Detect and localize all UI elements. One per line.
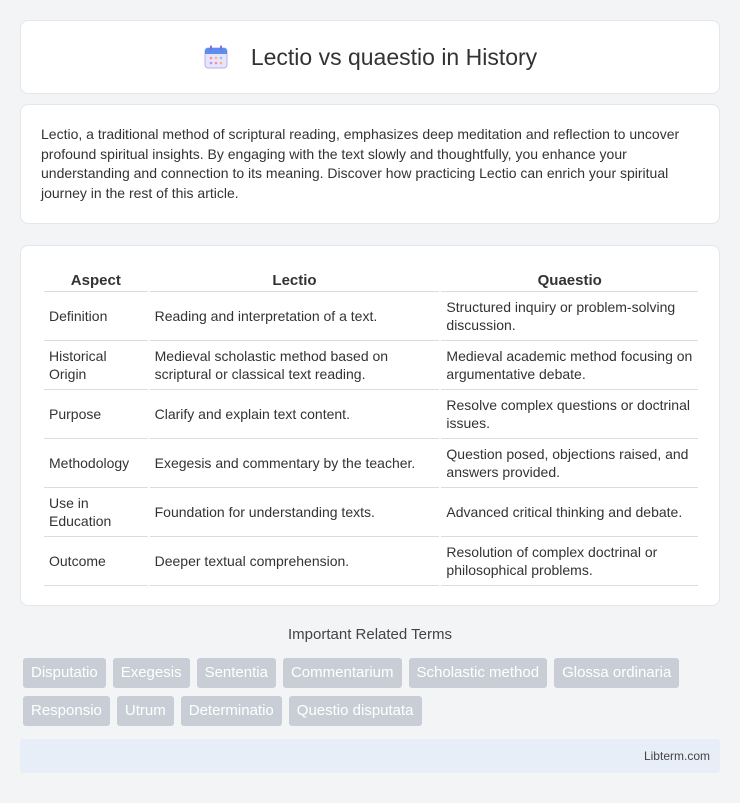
cell-aspect: Use in Education <box>44 488 148 537</box>
comparison-table-card <box>20 245 720 606</box>
related-term-tag[interactable]: Exegesis <box>113 658 190 688</box>
footer <box>20 739 720 773</box>
header-quaestio: Quaestio <box>441 266 698 292</box>
cell-lectio: Foundation for understanding texts. <box>150 488 440 537</box>
table-row <box>44 488 698 537</box>
cell-lectio: Reading and interpretation of a text. <box>150 292 440 341</box>
related-term-tag[interactable]: Determinatio <box>181 696 282 726</box>
cell-aspect: Purpose <box>44 390 148 439</box>
cell-aspect: Definition <box>44 292 148 341</box>
related-term-tag[interactable]: Disputatio <box>23 658 106 688</box>
table-row <box>44 292 698 341</box>
intro-text: Lectio, a traditional method of scriptural reading, emphasizes deep meditation and reflection to uncover profound spiritual insights. By engaging with the text slowly and thoughtfully, you enhance your understanding and connection to its meaning. Discover how practicing Lectio can enrich your spiritual journey in the rest of this article. <box>41 126 680 201</box>
table-row <box>44 390 698 439</box>
page-title: Lectio vs quaestio in History <box>250 43 538 70</box>
related-terms-title: Important Related Terms <box>288 626 452 643</box>
related-term-tag[interactable]: Commentarium <box>283 658 402 688</box>
cell-quaestio: Advanced critical thinking and debate. <box>441 488 698 537</box>
cell-aspect: Methodology <box>44 439 148 488</box>
cell-lectio: Clarify and explain text content. <box>150 390 440 439</box>
cell-quaestio: Resolve complex questions or doctrinal issues. <box>441 390 698 439</box>
related-terms-list <box>23 658 723 726</box>
cell-lectio: Deeper textual comprehension. <box>150 537 440 586</box>
cell-aspect: Outcome <box>44 537 148 586</box>
related-term-tag[interactable]: Utrum <box>117 696 174 726</box>
cell-lectio: Exegesis and commentary by the teacher. <box>150 439 440 488</box>
table-row <box>44 537 698 586</box>
cell-lectio: Medieval scholastic method based on scriptural or classical text reading. <box>150 341 440 390</box>
calendar-icon <box>203 44 229 70</box>
cell-quaestio: Medieval academic method focusing on argumentative debate. <box>441 341 698 390</box>
table-header-row <box>44 266 698 292</box>
related-term-tag[interactable]: Responsio <box>23 696 110 726</box>
header-lectio: Lectio <box>150 266 440 292</box>
cell-quaestio: Question posed, objections raised, and answers provided. <box>441 439 698 488</box>
footer-site-link[interactable]: Libterm.com <box>643 749 710 763</box>
comparison-table <box>42 266 700 586</box>
intro-card <box>20 104 720 224</box>
related-term-tag[interactable]: Questio disputata <box>289 696 422 726</box>
related-term-tag[interactable]: Glossa ordinaria <box>554 658 679 688</box>
cell-quaestio: Structured inquiry or problem-solving discussion. <box>441 292 698 341</box>
cell-quaestio: Resolution of complex doctrinal or philosophical problems. <box>441 537 698 586</box>
cell-aspect: Historical Origin <box>44 341 148 390</box>
header-aspect: Aspect <box>44 266 148 292</box>
related-term-tag[interactable]: Scholastic method <box>409 658 548 688</box>
header-card <box>20 20 720 94</box>
related-term-tag[interactable]: Sententia <box>197 658 276 688</box>
table-row <box>44 439 698 488</box>
table-row <box>44 341 698 390</box>
